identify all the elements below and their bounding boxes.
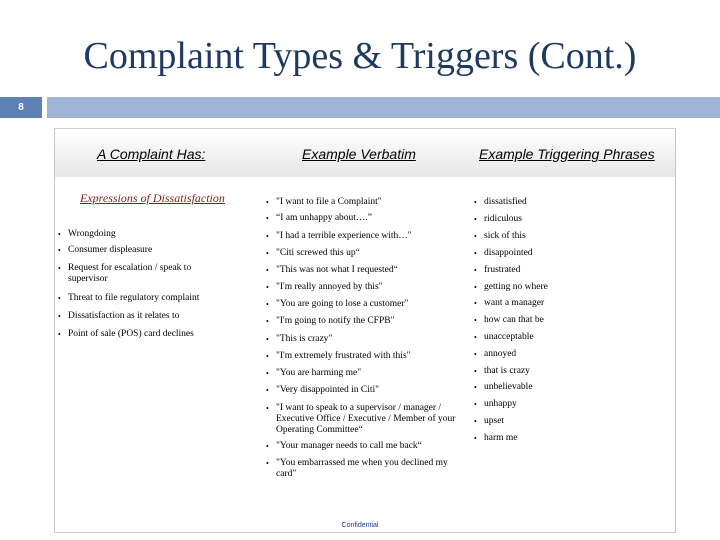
list-item: • "I had a terrible experience with…" bbox=[266, 231, 412, 241]
bullet-icon: • bbox=[474, 198, 477, 207]
has-subheading: Expressions of Dissatisfaction bbox=[80, 191, 225, 205]
bullet-icon: • bbox=[474, 333, 477, 342]
bullet-icon: • bbox=[266, 300, 269, 309]
list-item: • "You are harming me" bbox=[266, 368, 362, 378]
list-item: • Consumer displeasure bbox=[58, 245, 153, 255]
list-item: • "I want to speak to a supervisor / manager / Executive Office / Executive / Member of your Operating Committee“ bbox=[266, 403, 456, 435]
bullet-icon: • bbox=[266, 369, 269, 378]
list-item: • frustrated bbox=[474, 265, 521, 275]
list-item: • Threat to file regulatory complaint bbox=[58, 293, 200, 303]
list-item: • Request for escalation / speak to supervisor bbox=[58, 263, 192, 284]
bullet-icon: • bbox=[266, 317, 269, 326]
bullet-icon: • bbox=[58, 312, 61, 321]
list-item: • how can that be bbox=[474, 315, 544, 325]
list-item: • "Very disappointed in Citi" bbox=[266, 385, 380, 395]
list-item: • want a manager bbox=[474, 298, 545, 308]
bullet-icon: • bbox=[266, 386, 269, 395]
bullet-icon: • bbox=[474, 266, 477, 275]
list-item: • “I am unhappy about….” bbox=[266, 213, 373, 223]
list-item: • "Your manager needs to call me back“ bbox=[266, 441, 422, 451]
bullet-icon: • bbox=[58, 330, 61, 339]
bullet-icon: • bbox=[266, 442, 269, 451]
slide-title: Complaint Types & Triggers (Cont.) bbox=[83, 35, 637, 77]
column-header-phrases: Example Triggering Phrases bbox=[479, 146, 655, 162]
list-item: • dissatisfied bbox=[474, 197, 527, 207]
list-item: • unbelievable bbox=[474, 382, 533, 392]
list-item: • that is crazy bbox=[474, 366, 530, 376]
list-item: • harm me bbox=[474, 433, 518, 443]
list-item: • Dissatisfaction as it relates to bbox=[58, 311, 180, 321]
list-item: • disappointed bbox=[474, 248, 533, 258]
list-item: • "You are going to lose a customer" bbox=[266, 299, 409, 309]
list-item: • Wrongdoing bbox=[58, 229, 116, 239]
bullet-icon: • bbox=[266, 459, 269, 468]
bullet-icon: • bbox=[266, 249, 269, 258]
bullet-icon: • bbox=[266, 283, 269, 292]
list-item: • unacceptable bbox=[474, 332, 534, 342]
bullet-icon: • bbox=[266, 335, 269, 344]
bullet-icon: • bbox=[58, 246, 61, 255]
list-item: • annoyed bbox=[474, 349, 517, 359]
list-item: • "This is crazy" bbox=[266, 334, 333, 344]
list-item: • upset bbox=[474, 416, 505, 426]
list-item: • Point of sale (POS) card declines bbox=[58, 329, 194, 339]
list-item: • "I'm extremely frustrated with this" bbox=[266, 351, 411, 361]
column-header-has: A Complaint Has: bbox=[97, 146, 206, 162]
column-header-verbatim: Example Verbatim bbox=[302, 146, 416, 162]
list-item: • "I'm going to notify the CFPB" bbox=[266, 316, 395, 326]
list-item: • "You embarrassed me when you declined my card" bbox=[266, 458, 448, 479]
list-item: • sick of this bbox=[474, 231, 526, 241]
bullet-icon: • bbox=[474, 316, 477, 325]
bullet-icon: • bbox=[474, 434, 477, 443]
slide-number: 8 bbox=[0, 97, 42, 118]
list-item: • ridiculous bbox=[474, 214, 522, 224]
bullet-icon: • bbox=[266, 214, 269, 223]
bullet-icon: • bbox=[266, 266, 269, 275]
bullet-icon: • bbox=[266, 232, 269, 241]
list-item: • "I want to file a Complaint" bbox=[266, 197, 382, 207]
bullet-icon: • bbox=[474, 232, 477, 241]
bullet-icon: • bbox=[474, 400, 477, 409]
bullet-icon: • bbox=[474, 350, 477, 359]
bullet-icon: • bbox=[58, 230, 61, 239]
bullet-icon: • bbox=[474, 367, 477, 376]
header-bar bbox=[0, 97, 720, 118]
confidential-footer: Confidential bbox=[341, 522, 379, 529]
list-item: • unhappy bbox=[474, 399, 517, 409]
bullet-icon: • bbox=[266, 352, 269, 361]
list-item: • "I'm really annoyed by this" bbox=[266, 282, 383, 292]
bullet-icon: • bbox=[474, 249, 477, 258]
list-item: • "Citi screwed this up“ bbox=[266, 248, 360, 258]
bullet-icon: • bbox=[58, 264, 61, 273]
bullet-icon: • bbox=[474, 417, 477, 426]
list-item: • getting no where bbox=[474, 282, 548, 292]
bullet-icon: • bbox=[474, 215, 477, 224]
bullet-icon: • bbox=[266, 404, 269, 413]
bullet-icon: • bbox=[474, 299, 477, 308]
bullet-icon: • bbox=[474, 283, 477, 292]
header-bar-fill bbox=[47, 97, 720, 118]
bullet-icon: • bbox=[58, 294, 61, 303]
bullet-icon: • bbox=[266, 198, 269, 207]
list-item: • "This was not what I requested“ bbox=[266, 265, 398, 275]
bullet-icon: • bbox=[474, 383, 477, 392]
